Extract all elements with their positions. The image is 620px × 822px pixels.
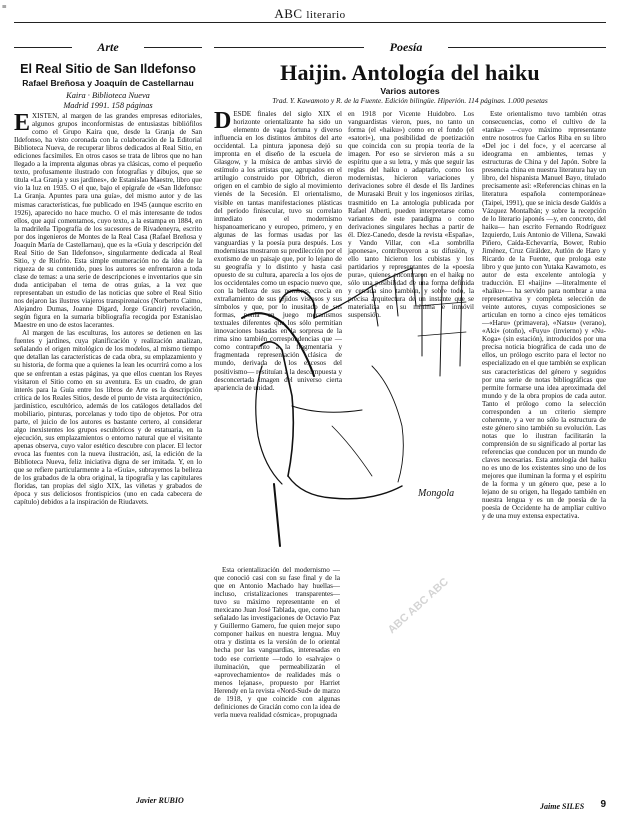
article-title-left: El Real Sitio de San Ildefonso — [20, 62, 196, 76]
running-head — [0, 6, 620, 22]
article-body-right-col1-top — [214, 108, 342, 392]
corner-mark: ≡ — [2, 2, 7, 11]
section-rule-left-a — [14, 47, 72, 48]
article-title-right: Haijin. Antología del haiku — [280, 60, 540, 85]
article-body-right-col2-top — [348, 110, 474, 320]
section-name: literario — [306, 9, 346, 21]
article-body-left — [14, 112, 202, 792]
article-body-right-col3 — [482, 110, 606, 798]
section-label-poesia: Poesía — [389, 40, 423, 54]
paragraph: Esta orientalización del modernismo —que conoció casi con su fase final y de la que en Antonio Machado hay huellas— incluso, cristalizaciones transparentes— tuvo su máximo representante en el mexicano Juan José Tablada, que, como han señalado las investigaciones de Octavio Paz y Guillermo Gamero, fue quien mejor supo componer haikus en nuestra lengua. Muy otra y distinta es la versión de lo oriental hecha por las vanguardias, interesadas en todo ese corriente —todo lo «salvaje» o iluminación, que permeabilizarán el «aprovechamiento» de realidades más o menos lejanas», propuesto por Harriet Herendy en la revista «Nord-Sud» de marzo de 1918, y que coincide con algunas definiciones de Gracián como con la idea de verla nueva realidad cósmica», propugnada — [214, 566, 340, 719]
top-rule — [14, 22, 606, 23]
place-date: Madrid 1991. 158 páginas — [63, 100, 153, 110]
section-rule-left-b — [144, 47, 202, 48]
watermark: ABC ABC ABC — [385, 575, 451, 637]
article-body-right-col1-bottom — [214, 566, 340, 790]
page-number: 9 — [600, 799, 606, 810]
publisher: Kaira · Biblioteca Nueva — [66, 91, 150, 100]
article-meta-right: Trad. Y. Kawamoto y R. de la Fuente. Edición bilingüe. Hiperión. 114 páginas. 1.000 pesetas — [272, 96, 548, 105]
article-authors-left: Rafael Breñosa y Joaquín de Castellarnau — [22, 78, 194, 88]
paragraph — [14, 112, 202, 329]
paragraph-text: ESDE finales del siglo XIX el horizonte orientalizante ha sido un elemento de vaga fortuna y diverso influencia en los distintos ámbitos del arte occidental. La pintura japonesa dejó su impronta en el diseño de la escuela de Glasgow, y la música de ambas sirvió de estímulo a los artistas que, agrupados en el artilugio construido por Olbrich, dieron origen en el cambio de siglo al movimiento vienés de la Secesión. El orientalismo, visible en tantas manifestaciones plásticas del período finisecular, tuvo su correlato inmediato en el modernismo hispanoamericano y europeo, primero, y en algunas de las formas usadas por las vanguardias y la poesía pura después. Los modernistas mostraron su predilección por el exotismo de un paisaje que, por lo lejano de su geografía y lo distinto y hasta casi opuesto de su cultura, aparecía a los ojos de los occidentales como un espacio nuevo que, con la belleza de sus nombres, crecía en extrañamiento de sus tejidos vistosos y sus símbolos y que, por lo inusitado de sus formas, ponía en juego mecanismos textuales diferentes que los sólo permitían innovaciones basadas en la sorpresa de la rima sino también correspondencias que —como contrapunto a la fragmentaria y fragmentada representación clásica de mundo, derivada de los excesos del positivismo— restituían a la descompuesta y desconcertada imagen del universo cierta apariencia de unidad. — [214, 110, 342, 392]
paragraph: Al margen de las esculturas, los autores se detienen en las fuentes y jardines, cuya planificación y realización analizan, señalando el origen mitológico de los modelos, al mismo tiempo que detallan las características de cada obra, su emplazamiento y su historia, de forma que a quienes la lean les ocurrirá como a los que se enfrentan a estas páginas, ya que ellos cuentan los Reyes visitaron el Sitio como en su aventura. Es un cuadro, de gran interés para la Guía entre los libros de Arte es la descripción crítica de los Reales Sitios, desde el punto de vista arquitectónico, jardinístico, escultórico, además de los catálogos detallados del mobiliario, pinturas, porcelanas y todo tipo de objetos. Por otra parte, el juicio de los autores es bastante certero, al considerar algo inexistentes los grupos escultóricos y de estatuaria, en la ejecución, sus emplazamientos o entorno natural que el visitante apenas observa, cuyo valor estético descubre con placer. El lector evoca las fuentes con la nueva ilustración, así, la edición de la Biblioteca Nueva, feliz iniciativa digna de ser imitada. Y, en lo que se refiere particularmente a la «Guía», subrayemos la belleza de los grabados de la obra original, la tipografía y las capitulares floridas, tan propias del siglo XIX, las viñetas y grabados de época y sus deliciosos frontispicios (uno en cada cabecera de capítulo) debidos a la inspiración de Riudavets. — [14, 329, 202, 507]
paragraph: en 1918 por Vicente Huidobro. Los vanguardistas vieron, pues, no tanto un forma (el «haiku») como en el fondo (el «satori»), una posibilidad de poetización que coincida con su propia teoría de la imagen. Por eso se sirvieron más a su espíritu que a su letra, y más que seguir las reglas del haiku o adaptarlo, como los modernistas, hicieron variaciones y derivaciones sobre él desde el Ils Jardines de Murasaki Bruit y los ingeniosos zirilas, trasmitido en La antología publicada por Rafael Alberti, pueden interpretarse como variantes de este paradigma o como derivaciones singulares hechas a partir de él. Díez-Canedo, desde la revista «España», y Vando Villar, con «La sombrilla japonesa», contribuyeron a su difusión, y ello tanto hicieron los cubistas y los partidarios y representantes de la «poesía pura», quienes encontraron en el haiku no sólo una posibilidad de una forma definida y cerrada sino también, y sobre todo, la precisa arquitectura de un instante que se materializa en su mínima e inmóvil suspensión. — [348, 110, 474, 320]
section-rule-right-b — [448, 47, 606, 48]
article-subtitle-right: Varios autores — [380, 86, 440, 96]
byline-left: Javier RUBIO — [136, 796, 184, 805]
article-meta-left — [14, 91, 202, 110]
illustration-signature: Mongola — [418, 488, 455, 499]
section-label-arte: Arte — [97, 40, 119, 54]
haiku-illustration — [222, 246, 478, 564]
paragraph: Este orientalismo tuvo también otras consecuencias, como el cultivo de la «tanka» —cuyo máximo representante entre nosotros fue Carlos Riba en su libro «Del joc i del foc», y el acercarse al ideograma en ambientes, temas y estructuras de China y del Japón. Sobre la presencia china en nuestra literatura hay un libro, del hispanista Manuel Bayo, titulado precisamente así: «Referencias chinas en la literatura española contemporánea» (Taipei, 1991), que se inicia desde Galdós a Vázquez Montalbán; y sobre la recepción de lo literario japonés —y, en concreto, del haiku— han escrito Fernando Rodríguez Izquierdo, Luis Antonio de Villena, Sawaki Piñero, Caída-Echevarría, Bower, Rubio Jiménez, Cruz Giráldez, Autlón de Haro y Ricardo de la Fuente, que prologa este libro y que junto con Yutaka Kawamoto, es autor de esta excelente antología y traducción. El «haijin» —literalmente el «haiku»— ha servido para nombrar a una representativa y completa selección de veinte autores, cuyas composiciones se articulan en torno a cinco ejes temáticos —«Haru» (primavera), «Natsu» (verano), «Aki» (otoño), «Fuyu» (invierno) y «Nu-Koga» (sin estación), introducidos por una precisa noticia biográfica de cada uno de ellos, un prólogo escrito para el lector no especializado en el que también se explican sus características del género y seguidos por una serie de notas bibliográficas que permite formarse una idea aproximada del mundo y de la obra propios de cada autor. Tanto el prólogo como la selección corresponden a un criterio siempre coherente, y a ver no sólo la estructura de este género sino también su evolución. Las notas que lo ilustran facilitarán la comprensión de su significado al portar las referencias que conducen por un mundo de claves necesarias. Esta antología del haiku no es uno de los existentes sino uno de los mejores que iluminan la forma y el espíritu de la forma y un género que, pese a lo lejano de su origen, ha llegado también en nuestra lengua y es un de poesía de la poesía de Occidente ha de ampliar cultivo y de una muy extensa expectativa. — [482, 110, 606, 521]
dropcap: E — [14, 110, 31, 136]
section-rule-right-a — [214, 47, 364, 48]
brand: ABC — [274, 6, 303, 21]
byline-right: Jaime SILES — [540, 802, 585, 811]
paragraph-text: XISTEN, al margen de las grandes empresas editoriales, algunos grupos inconformistas de entusiastas bibliófilos como el Grupo Kaira que, desde la Granja de San Ildefonso, ha visto coronada con la colaboración de la Editorial Biblioteca Nueva, de recuperar libros dedicados al Real Sitio, en ediciones facsímiles. En otros casos se trata de libros que no han llegado a la imprenta algunas obras ya clásicas, como el pequeño texto, profusamente ilustrado con fotografías y dibujos, que se titula «La Granja y sus jardines», de Estanislao Maestre, libro que vio la luz en 1935. O el que, bajo el epígrafe de «San Ildefonso: La Granja. Apuntes para una guía», del mismo autor y de las mismas características, fue publicado en 1945 (aunque escrito en 1926), aparecido no hace mucho. O el más interesante de todos ellos, que aquí comentamos, cuyo texto, a la estampa en 1884, en la madrileña Tipografía de los sucesores de Rivadeneyra, escrito por dos ingenieros de Montes de la Real Casa (Rafael Breñosa y Joaquín María de Castellarnau), que es la «Guía y descripción del Real Sitio de San Ildefonso», singularmente dedicada al Real Sitio, y de Riofrío. Esta simple enumeración no da idea de la riqueza de su contenido, pues los autores se enfrentaron a toda clase de temas: a una serie de descripciones e inventarios que sin duda anticipaban el tema de otras guías, a la vez que representaban un estudio de las noticias que sobre el Real Sitio nos dejaron las ilustres viajeros transpirenaicos (Norberto Caimo, Alejandro Dumas, Joanne Digard, Jorge Grancir) revelación, según figura en la sumaria bibliografía recogida por Estanislao Maestre en uno de estos lacerantes. — [14, 112, 202, 330]
dropcap: D — [214, 108, 232, 134]
